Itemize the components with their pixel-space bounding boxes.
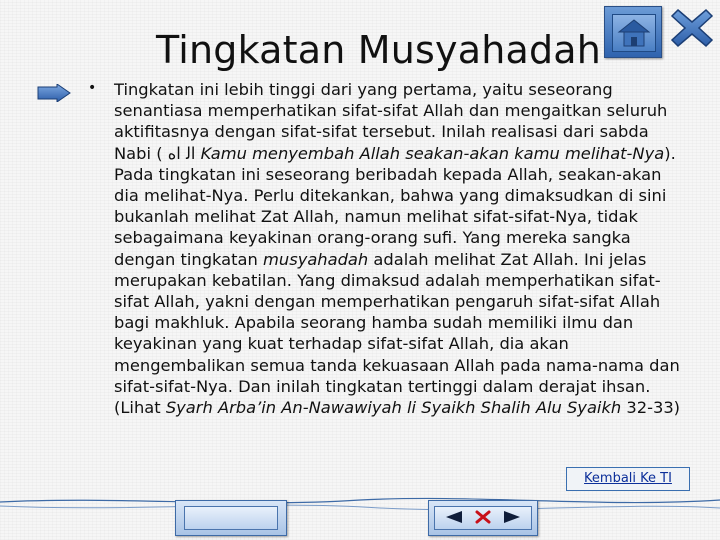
body-text-part1: Tingkatan ini lebih tinggi dari yang pertama, yaitu seseorang senantiasa memperhatikan sifat-sifat Allah dan mengaitkan seluruh aktifitasnya dengan sifat-sifat tersebut. Inilah realisasi dari sabda Nabi [114, 80, 668, 163]
body-text-part3: ). Pada tingkatan ini seseorang beribadah kepada Allah, seakan-akan dia melihat-Nya. Perlu ditekankan, bahwa yang dimaksudkan di sini bukanlah melihat Zat Allah, namun melihat sifat-sifat-Nya, tidak sebagaimana keyakinan orang-orang sufi. Yang mereka sangka dengan tingkatan [114, 143, 676, 269]
stop-x-icon[interactable] [474, 510, 492, 524]
term-musyahadah: musyahadah [263, 249, 369, 269]
home-icon [612, 14, 656, 52]
close-icon [670, 6, 714, 50]
bottom-decor-line [0, 494, 720, 540]
body-text-part4: adalah melihat Zat Allah. Ini jelas merupakan kebatilan. Yang dimaksud adalah memperhatikan sifat-sifat Allah, yakni dengan memperhatikan pengaruh sifat-sifat Allah bagi makhluk. Apabila seorang hamba sudah memiliki ilmu dan keyakinan yang kuat terhadap sifat-sifat Allah, dia akan mengembalikan semua tanda kekuasaan Allah pada nama-nama dan sifat-sifat-Nya. Dan inilah tingkatan tertinggi dalam derajat ihsan. (Lihat [114, 249, 680, 418]
slide-title: Tingkatan Musyahadah [156, 28, 602, 72]
nav-empty-slot [184, 506, 278, 530]
bullet-marker: • [88, 80, 97, 96]
reference-pages: 32-33) [626, 398, 681, 418]
nav-control-panel [428, 500, 538, 536]
slide-body-paragraph [114, 79, 684, 418]
hadith-translation: Kamu menyembah Allah seakan-akan kamu melihat-Nya [200, 143, 665, 163]
close-button[interactable] [670, 6, 714, 50]
arrow-left-icon[interactable] [445, 510, 463, 524]
reference-title: Syarh Arba’in An-Nawawiyah li Syaikh Shalih Alu Syaikh [165, 398, 622, 418]
arrow-right-icon[interactable] [503, 510, 521, 524]
back-to-ti-link[interactable]: Kembali Ke TI [566, 467, 690, 491]
bullet-arrow-icon [37, 84, 71, 102]
home-button[interactable] [604, 6, 662, 58]
nav-empty-panel [175, 500, 287, 536]
arabic-quote: ( ﺍﻟ ﺍﻩ [156, 143, 196, 163]
